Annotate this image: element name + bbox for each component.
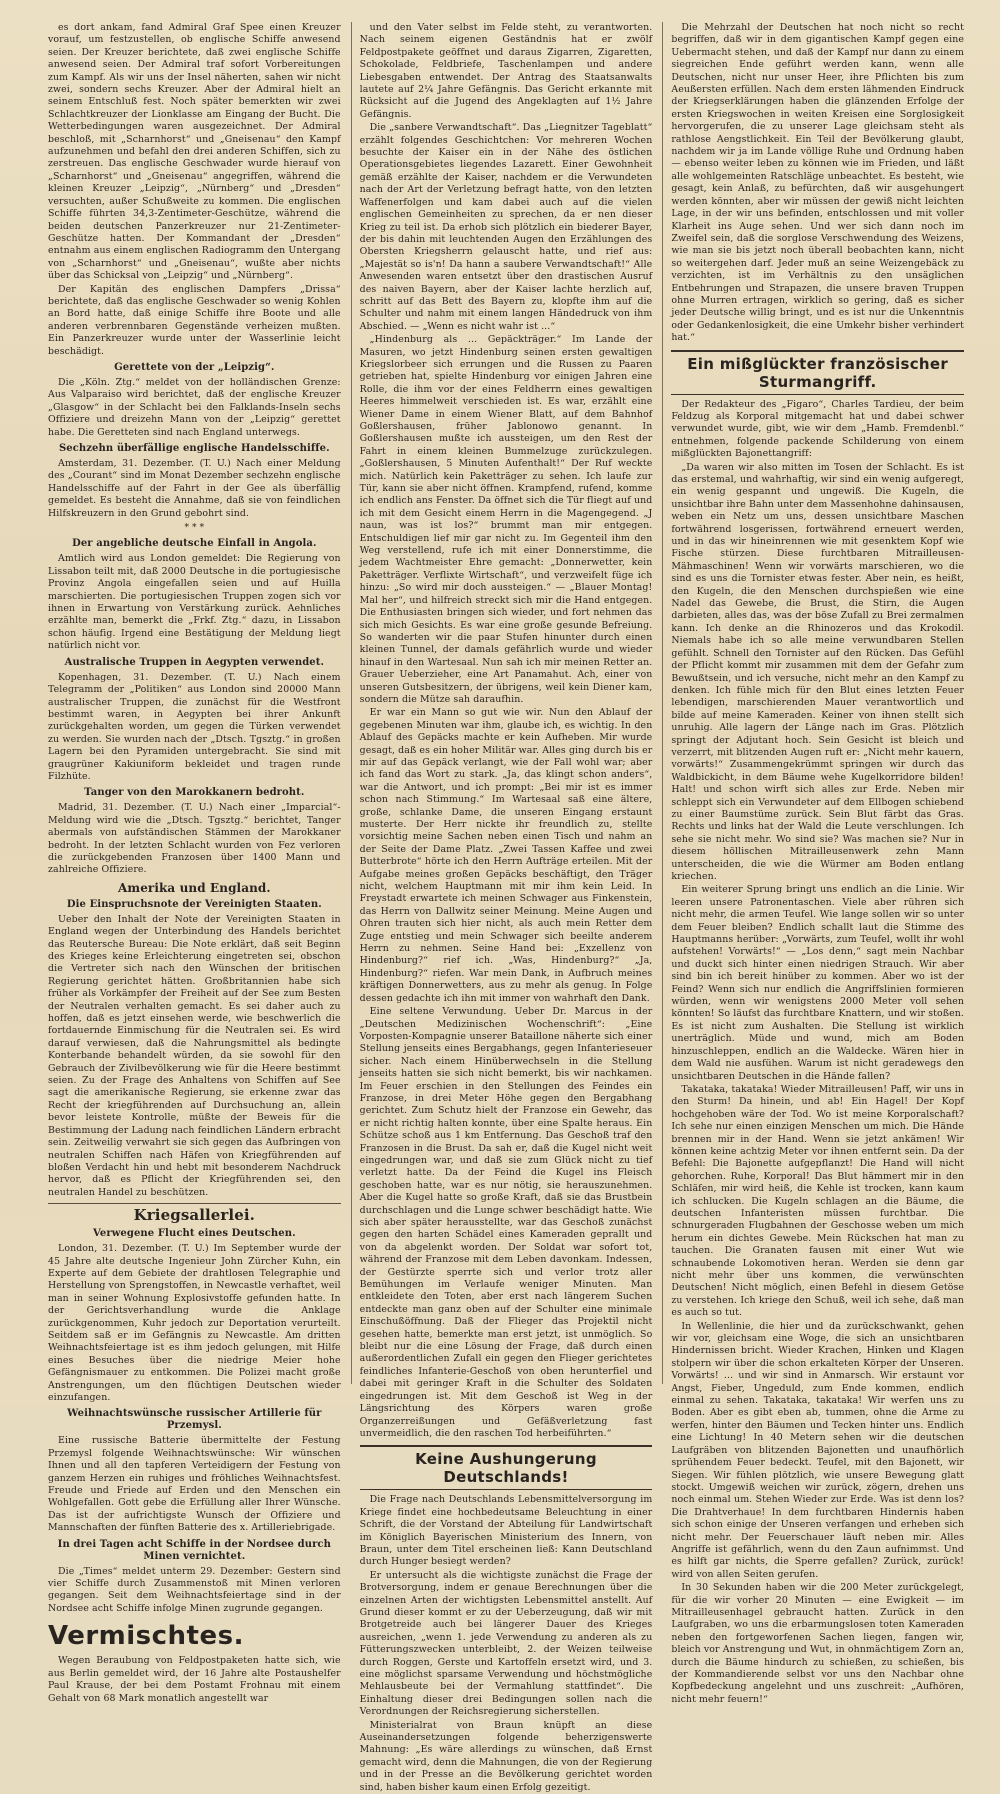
article-paragraph: Amtlich wird aus London gemeldet: Die Regierung von Lissabon teilt mit, daß 2000 Deutsche in die portugiesische Provinz Angola eingefallen seien und auf Huilla marschierten. Die portugiesischen Truppen zogen sich vor ihnen in Erwartung von Verstärkung zurück. Aehnliches erzählte man, bemerkt die „Frkf. Ztg.“ dazu, in Lissabon schon häufig. Irgend eine Bestätigung der Meldung liegt natürlich nicht vor. [48,553,341,652]
article-paragraph: Der Kapitän des englischen Dampfers „Drissa“ berichtete, daß das englische Geschwader so wenig Kohlen an Bord hatte, daß einige Schiffe ihre Boote und alle anderen verbrennbaren Gegenstände verheizen mußten. Ein Panzerkreuzer wurde unter der Wasserlinie leicht beschädigt. [48,283,341,357]
article-paragraph: Die Mehrzahl der Deutschen hat noch nicht so recht begriffen, daß wir in dem gigantischen Kampf gegen eine Uebermacht stehen, und daß der Kampf nur dann zu einem siegreichen Ende geführt werden kann, wenn alle Deutschen, nicht nur unser Heer, ihre Pflichten bis zum Aeußersten erfüllen. Nach dem ersten lähmenden Eindruck der Kriegserklärungen haben die glänzenden Erfolge der ersten Kriegswochen in weiten Kreisen eine Sorglosigkeit hervorgerufen, die zu unserer Lage gleichsam steht als rathlose Aengstlichkeit. Ein Teil der Bevölkerung glaubt, nachdem wir ja im Lande völlige Ruhe und Ordnung haben — ebenso weiter leben zu können wie im Frieden, und läßt alle wohlgemeinten Ratschläge unbeachtet. Es besteht, wie gesagt, kein Anlaß, zu befürchten, daß wir ausgehungert werden könnten, aber wir müssen der gewiß nicht leichten Lage, in der wir uns befinden, entschlossen und mit voller Klarheit ins Auge sehen. Und wer sich dann noch im Zweifel sein, daß die sorglose Verschwendung des Weizens, wie man sie bis jetzt noch überall beobachten kann, nicht so weitergehen darf. Jeder muß an seine Weizengebäck zu verzichten, ist im Verhältnis zu den unsäglichen Entbehrungen und Strapazen, die unsere braven Truppen ohne Murren ertragen, wirklich so gering, daß es sicher jeder Deutsche willig bringt, und es ist nur die Unkenntnis oder Gedankenlosigkeit, die eine Umkehr bisher verhindert hat.“ [671,22,965,344]
article-paragraph: Ueber den Inhalt der Note der Vereinigten Staaten in England wegen der Unterbindung des Handels berichtet das Reutersche Bureau: Die Note erklärt, daß seit Beginn des Krieges keine Erleichterung eingetreten sei, obschon die Vertreter sich nach den Wünschen der britischen Regierung gerichtet hätten. Großbritannien habe sich früher als Vorkämpfer der Freiheit auf der See zum Besten der Neutralen verhalten gemacht. Es sei daher auch zu hoffen, daß es jetzt einsehen werde, wie beschwerlich die fortdauernde Einmischung für die Neutralen sei. Es wird darauf verwiesen, daß die Nahrungsmittel als bedingte Konterbande behandelt würden, da sie sowohl für den Gebrauch der Zivilbevölkerung wie für die Heere bestimmt seien. Zu der Frage des Anhaltens von Schiffen auf See sagt die amerikanische Regierung, sie erkenne zwar das Recht der kriegführenden auf Durchsuchung an, allein bevor leistete Kontrolle, müßte der Beweis für die Bestimmung der Ladung nach feindlichen Ländern erbracht sein. Zeitweilig verwahrt sie sich gegen das Aufbringen von neutralen Schiffen nach Häfen von Kriegführenden auf bloßen Verdacht hin und hebt mit besonderem Nachdruck hervor, daß es Pflicht der Kriegführenden sei, den neutralen Handel zu beschützen. [48,913,341,1198]
article-paragraph: In Wellenlinie, die hier und da zurückschwankt, gehen wir vor, gleichsam eine Woge, die sich an unsichtbaren Hindernissen bricht. Wieder Krachen, Hinken und Klagen stolpern wir über die schon erkalteten Körper der Unseren. Vorwärts! ... und wir sind in Anmarsch. Wir erstaunt vor Angst, Fieber, Ungeduld, zum Ende kommen, endlich einmal zu sehen. Takataka, takataka! Wir werfen uns zu Boden. Aber es gibt eben ab, tummen, ohne die Arme zu werfen, hinter den Bäumen und Tecken hinter uns. Endlich eine Lichtung! In 40 Metern sehen wir die deutschen Laufgräben von blitzenden Bajonetten und unaufhörlich sprühendem Feuer bedeckt. Teufel, mit den Bajonett, wir Siegen. Wir fühlen plötzlich, wie unsere Bewegung glatt stockt. Umgewiß weichen wir zurück, zögern, drehen uns noch einmal um. Stehen Wieder zur Erde. Was ist denn los? Die Drahtverhaue! In dem furchtbaren Hindernis haben sich schon einige der Unseren verfangen und erheben sich nicht mehr. Der Feuerschauer läuft neben mir. Alles Angriffe ist gefährlich, wenn du den Zaun aufnimmst. Und es hilft gar nichts, die Sperre gefallen? Zurück, zurück! wird von allen Seiten gerufen. [671,1320,965,1580]
article-paragraph: In 30 Sekunden haben wir die 200 Meter zurückgelegt, für die wir vorher 20 Minuten — eine Ewigkeit — im Mitrailleusenhagel gebraucht hatten. Zurück in den Laufgraben, wo uns die erbarmungslosen toten Kameraden neben den fortgeworfenen Sachen liegen, fangen wir, bleich vor Anstrengung und Wut, in ohnmächtigem Zorn an, durch die Bäume hindurch zu schießen, zu schießen, bis der Kommandierende selbst vor uns den Nachbar ohne Kopfbedeckung angelehnt und uns zuschreit: „Aufhören, nicht mehr feuern!“ [671,1582,965,1705]
article-paragraph: Er war ein Mann so gut wie wir. Nun den Ablauf der gegebenen Minuten war ihm, glaube ich, es wichtig. In den Ablauf des Gepäcks machte er kein Aufheben. Mir wurde gesagt, daß es ein hoher Militär war. Alles ging durch bis er mir auf das Gepäck verlangt, wie der Fall wohl war; aber ich fand das Wort zu stark. „Ja, das klingt schon anders“, war die Antwort, und ich prompt: „Bei mir ist es immer schon nach Stimmung.“ Im Wartesaal saß eine ältere, große, schlanke Dame, die unseren Eingang erstaunt musterte. Der Herr nickte ihr freundlich zu, stellte vorsichtig meine Sachen neben einen Tisch und nahm an der Seite der Dame Platz. „Zwei Tassen Kaffee und zwei Butterbrote“ hörte ich den Herrn Aufträge erteilen. Mit der Aufgabe meines großen Gepäcks beschäftigt, den Träger nicht, welchem Hauptmann mit mir ihm kein Leid. In Freystadt erwartete ich meinen Schwager aus Finkenstein, das Herrn von Dallwitz seiner Meinung. Meine Augen und Ohren trauten sich hier nicht, als auch mein Retter dem Zuge entstieg und mein Schwager sich beeilte anderem Herrn zu nehmen. Seine Hand bei: „Exzellenz von Hindenburg?“ rief ich. „Was, Hindenburg?“ „Ja, Hindenburg?“ riefen. War mein Dank, in Aufbruch meines kräftigen Donnerwetters, aus zu mehr als genug. In Folge dessen gedachte ich ihn mit immer von wahrhaft den Dank. [359,707,653,1004]
article-paragraph: Die Frage nach Deutschlands Lebensmittelversorgung im Kriege findet eine hochbedeutsame Beleuchtung in einer Schrift, die der Vorstand der Abteilung für Landwirtschaft im Königlich Bayerischen Ministerium des Innern, von Braun, unter dem Titel erscheinen ließ: Kann Deutschland durch Hunger besiegt werden? [359,1494,653,1568]
article-paragraph: Die „Times“ meldet unterm 29. Dezember: Gestern sind vier Schiffe durch Zusammenstoß mit Minen verloren gegangen. Seit dem Weihnachtsfeiertage sind in der Nordsee acht Schiffe infolge Minen zugrunde gegangen. [48,1565,341,1614]
article-paragraph: Madrid, 31. Dezember. (T. U.) Nach einer „Imparcial“-Meldung wird wie die „Dtsch. Tgsztg.“ berichtet, Tanger abermals von aufständischen Stämmen der Marokkaner bedroht. In der letzten Schlacht wurden von Fez verloren die zurückgebenden Franzosen über 1400 Mann und zahlreiche Offiziere. [48,802,341,876]
column-3 [662,22,965,1705]
section-heading: Sechzehn überfällige englische Handelsschiffe. [58,443,330,454]
article-paragraph: Der Redakteur des „Figaro“, Charles Tardieu, der beim Feldzug als Korporal mitgemacht hat und dabei schwer verwundet wurde, gibt, wie wir dem „Hamb. Fremdenbl.“ entnehmen, folgende packende Schilderung von einem mißglückten Bajonettangriff: [671,398,965,460]
article-paragraph: Er untersucht als die wichtigste zunächst die Frage der Brotversorgung, indem er genaue Berechnungen über die einzelnen Arten der wichtigsten Lebensmittel anstellt. Auf Grund dieser kommt er zu der Ueberzeugung, daß wir mit Brotgetreide auch bei längerer Dauer des Krieges ausreichen, „wenn 1. jede Verwendung zu anderen als zu Fütterungszwecken unterbleibt, 2. der Weizen teilweise durch Roggen, Gerste und Kartoffeln ersetzt wird, und 3. eine möglichst sparsame Verwendung und höchstmögliche Mehlausbeute bei der Vermahlung stattfindet“. Die Einhaltung dieser drei Bedingungen sollen nach die Verordnungen der Reichsregierung sicherstellen. [359,1569,653,1718]
article-paragraph: Die „sanbere Verwandtschaft“. Das „Liegnitzer Tageblatt“ erzählt folgendes Geschichtchen: Vor mehreren Wochen besuchte der Kaiser ein in der Nähe des östlichen Operationsgebietes liegendes Lazarett. Einer Gewohnheit gemäß erzählte der Kaiser, nachdem er die Verwundeten nach der Art der Verletzung befragt hatte, von den letzten Waffenerfolgen und kam dabei auch auf die vielen englischen Gemeinheiten zu sprechen, da er nen dieser Krieg zu teil ist. Da erhob sich plötzlich ein biederer Bayer, der bis dahin mit leuchtenden Augen den Erzählungen des Obersten Kriegsherrn gelauscht hatte, und rief aus: „Majestät so is'n! Da hann a saubere Verwandtschaft!“ Alle Anwesenden waren entsetzt über den drastischen Ausruf des naiven Bayern, aber der Kaiser lachte herzlich auf, schritt auf das Bett des Bayern zu, klopfte ihm auf die Schulter und nahm mit einem langen Händedruck von ihm Abschied. — „Wenn es nicht wahr ist ...“ [359,122,653,332]
article-paragraph: Ein weiterer Sprung bringt uns endlich an die Linie. Wir leeren unsere Patronentaschen. Viele aber rühren sich nicht mehr, die armen Teufel. Wie lange sollen wir so unter dem Feuer bleiben? Endlich schallt laut die Stimme des Hauptmanns herüber: „Vorwärts, zum Teufel, wollt ihr wohl aufstehen! Vorwärts!“ — „Los denn,“ sagt mein Nachbar und duckt sich hinter einen niedrigen Strauch. Wir aber sind bin ich bereit hinüber zu kommen. Aber wo ist der Feind? Wenn sich nur endlich die Angriffslinien formieren würden, wenn wir wenigstens 2000 Meter voll sehen könnten! So läufst das furchtbare Knattern, und wir stoßen. Es ist nicht zum Aushalten. Die Stellung ist wirklich unerträglich. Müde und wund, mich am Boden hinzuschleppen, endlich an die Waldecke. Wären hier in dem Wald nie ausfühen. Warum ist nicht geradewegs den unsichtbaren Deutschen in die Hände fallen? [671,884,965,1082]
section-heading: Tanger von den Marokkanern bedroht. [84,787,305,799]
column-1 [48,22,341,1704]
article-paragraph: „Hindenburg als ... Gepäckträger.“ Im Lande der Masuren, wo jetzt Hindenburg seinen ersten gewaltigen Kriegslorbeer sich errungen und die Russen zu Paaren getrieben hat, spielte Hindenburg vor einigen Jahren eine Rolle, die ihm vor der eines Feldherrn eines gewaltigen Heeres himmelweit verschieden ist. Es war, erzählt eine Wiener Dame in einem Wiener Blatt, auf dem Bahnhof Goßlershausen, früher Jablonowo genannt. In Goßlershausen mußte ich aussteigen, um den Rest der Fahrt in einem kleinen Bummelzuge zurückzulegen. „Goßlershausen, 5 Minuten Aufenthalt!“ Der Ruf weckte mich. Natürlich kein Paketträger zu sehen. Ich laufe zur Tür, kann sie aber nicht öffnen. Krampfend, rufend, komme ich endlich ans Fenster. Da öffnet sich die Tür fliegt auf und ich mit dem Gesicht einem Herrn in die Magengegend. „J naun, was ist los?“ brummt man mir entgegen. Entschuldigen lief mir gar nicht zu. Im Gegenteil ihm den Weg verstellend, rufe ich mit einer Donnerstimme, die jedem Wachtmeister Ehre gemacht: „Donnerwetter, kein Paketträger. Verflixte Wirtschaft“, und verzweifelt füge ich hinzu: „So wird mir doch aussteigen.“ — „Blauer Montag! Mal her“, und hilfreich streckt sich mir die Hand entgegen. Die Enthusiasten bringen sich wieder, und fort nehmen das sich mich Gesichts. Es war eine große gesunde Befreiung. So wanderten wir die paar Stufen hinunter durch einen kleinen Tunnel, der damals gefährlich wurde und wieder hinauf in den Wartesaal. Nun sah ich mir meinen Retter an. Grauer Ueberzieher, eine Art Panamahut. Ach, einer von unseren Gutsbesitzern, der übrigens, weil kein Diener kam, sondern die Mütze sah daraufhin. [359,334,653,705]
feuilleton-heading: Vermischtes. [48,1621,244,1652]
article-paragraph: und den Vater selbst im Felde steht, zu verantworten. Nach seinem eigenen Geständnis hat er zwölf Feldpostpakete geöffnet und daraus Zigarren, Zigaretten, Schokolade, Feldbriefe, Taschenlampen und andere Liebesgaben entwendet. Der Antrag des Staatsanwalts lautete auf 2¼ Jahre Gefängnis. Das Gericht erkannte mit Rücksicht auf die Jugend des Angeklagten auf 1½ Jahre Gefängnis. [359,22,653,120]
section-heading: In drei Tagen acht Schiffe in der Nordsee durch Minen vernichtet. [57,1538,331,1562]
article-paragraph: „Da waren wir also mitten im Tosen der Schlacht. Es ist das erstemal, und wahrhaftig, wir sind ein wenig aufgeregt, ein wenig gespannt und ungewiß. Die Kugeln, die unsichtbar ihre Bahn unter dem Massenhohne dahinsausen, weben ein Netz um uns, dessen unsichtbare Maschen fortwährend losgerissen, fortwährend erneuert werden, und in das wir hineinrennen wie mit gesenktem Kopf wie Fische stürzen. Diese furchtbaren Mitrailleusen-Mähmaschinen! Wenn wir vorwärts marschieren, wo die sind es uns die Tornister etwas fester. Aber nein, es heißt, den Kugeln, die den Menschen durchspießen wie eine Nadel das Gewebe, die Brust, die Stirn, die Augen darbieten, alles das, was der böse Zufall zu Brei zermalmen kann. Ich denke an die Rhinozeros und das Krokodil. Niemals habe ich so alle meine verwundbaren Stellen gefühlt. Schnell den Tornister auf den Rücken. Das Gefühl der Pflicht kommt mir zusammen mit dem der Gefahr zum Bewußtsein, und ich versuche, nicht mehr an den Kampf zu denken. Ich fühle mich für den Blut eines letzten Feuer lebendigen, marschierenden Mauer verantwortlich und bilde auf meine Kameraden. Keiner von ihnen stellt sich unruhig. Alle lagern der Länge nach im Gras. Plötzlich springt der Adjutant hoch. Sein Gesicht ist bleich und verzerrt, mit blitzenden Augen ruft er: „Nicht mehr kauern, vorwärts!“ Zusammengekrümmt springen wir durch das Waldbickicht, in dem Bäume wehe Kugelkorridore bilden! Halt! und schon wirft sich alles zur Erde. Neben mir schleppt sich ein Verwundeter auf dem Ellbogen schiebend zu einer Baumstüme zurück. Sein Blut färbt das Gras. Rechts und links hat der Wald die Leute verschlungen. Ich sehe sie nicht mehr. Wo sind sie? Was machen sie? Nur in diesem höllischen Mitrailleusenwerk zehn Mann unterscheiden, die wie die Würmer am Boden entlang kriechen. [671,461,965,882]
section-heading: Weihnachtswünsche russischer Artillerie für Przemysl. [67,1408,322,1432]
section-heading-major: Kriegsallerlei. [48,1203,341,1224]
article-paragraph: London, 31. Dezember. (T. U.) Im September wurde der 45 Jahre alte deutsche Ingenieur John Zürcher Kuhn, ein Experte auf dem Gebiete der drahtlosen Telegraphie und Herstellung von Sprengstoffen, in Newcastle verhaftet, weil man in seiner Wohnung Explosivstoffe gefunden hatte. In der Gerichtsverhandlung wurde die Anklage zurückgenommen, Kuhr jedoch zur Deportation verurteilt. Seitdem saß er im Gefängnis zu Newcastle. Am dritten Weihnachtsfeiertage ist es ihm jedoch gelungen, mit Hilfe eines Besuches über die niedrige Meier hohe Gefängnismauer zu entkommen. Die Polizei macht große Anstrengungen, um den flüchtigen Deutschen wieder einzufangen. [48,1243,341,1403]
separator-asterisks: * * * [184,523,205,534]
article-headline: Keine Aushungerung Deutschlands! [360,1445,653,1490]
article-paragraph: Wegen Beraubung von Feldpostpaketen hatte sich, wie aus Berlin gemeldet wird, der 16 Jahre alte Postaushelfer Paul Krause, der bei dem Postamt Frohnau mit einem Gehalt von 68 Mark monatlich angestellt war [48,1655,341,1704]
article-paragraph: Die „Köln. Ztg.“ meldet von der holländischen Grenze: Aus Valparaiso wird berichtet, daß der englische Kreuzer „Glasgow“ in der Schlacht bei den Falklands-Inseln sechs Offiziere und dreizehn Mann von der „Leipzig“ gerettet habe. Die Geretteten sind nach England unterwegs. [48,376,341,438]
article-paragraph: Takataka, takataka! Wieder Mitrailleusen! Paff, wir uns in den Sturm! Da hinein, und ab! Ein Hagel! Der Kopf hochgehoben wäre der Tod. Wo ist meine Korporalschaft? Ich sehe nur einen einzigen Menschen um mich. Die Hände brennen mir in der Hand. Wenn sie jetzt ankämen! Wir können keine achtzig Meter vor ihnen entfernt sein. Da der Befehl: Die Bajonette aufgepflanzt! Die Hand will nicht gehorchen. Ruhe, Korporal! Das Blut hämmert mir in den Schläfen, mir wird heiß, die Kehle ist trocken, kann kaum ich schlucken. Die Kugeln schlagen an die Bäume, die deutschen Infanteristen müssen furchtbar. Die schnurgeraden Flugbahnen der Geschosse weben um mich herum ein dichtes Gewebe. Mein Rückschen hat man zu tauchen. Die Granaten fausen mit einer Wut wie schnaubende Lokomotiven heran. Werden sie denn gar nicht mehr über uns kommen, die verwünschten Deutschen! Nicht möglich, einen Befehl in diesem Getöse zu verstehen. Ich kriege den Schuß, weil ich sehe, daß man es auch so tut. [671,1083,965,1319]
section-heading-major: Amerika und England. [117,880,271,895]
article-paragraph: Amsterdam, 31. Dezember. (T. U.) Nach einer Meldung des „Courant“ sind im Monat Dezember sechzehn englische Handelsschiffe auf der Fahrt in der Gee als überfällig gemeldet. Es besteht die Annahme, daß sie von feindlichen Hilfskreuzern in den Grund gebohrt sind. [48,458,341,519]
article-paragraph: Eine russische Batterie übermittelte der Festung Przemysl folgende Weihnachtswünsche: Wir wünschen Ihnen und all den tapferen Verteidigern der Festung von ganzem Herzen ein ruhiges und fröhliches Weihnachtsfest. Freude und Friede auf Erden und den Menschen ein Wohlgefallen. Gott gebe die Erfüllung aller Ihrer Wünsche. Das ist der aufrichtigste Wunsch der Offiziere und Mannschaften der fünften Batterie des x. Artilleriebrigade. [48,1435,341,1534]
article-paragraph: Ministerialrat von Braun knüpft an diese Auseinandersetzungen folgende beherzigenswerte Mahnung: „Es wäre allerdings zu wünschen, daß Ernst gemacht wird, denn die Mahnungen, die von der Regierung und in der Presse an die Bevölkerung gerichtet worden sind, haben bisher kaum einen Erfolg gezeitigt. [359,1719,653,1793]
section-heading: Der angebliche deutsche Einfall in Angola. [72,538,317,550]
article-paragraph: Eine seltene Verwundung. Ueber Dr. Marcus in der „Deutschen Medizinischen Wochenschrift“: „Eine Vorposten-Kompagnie unserer Bataillone näherte sich einer Stellung jenseits eines Bergabhangs, gegen Infanterieseuer sicher. Nach einem Hinüberwechseln in die Stellung jenseits hatten sie sich nicht bemerkt, bis wir nachkamen. Im Feuer erschien in den Stellungen des Feindes ein Franzose, in drei Meter Höhe gegen den Bergabhang gerichtet. Zum Schutz hielt der Franzose ein Gewehr, das er nicht richtig halten konnte, über eine Spalte heraus. Ein Schütze schoß aus 1 km Entfernung. Das Geschoß traf den Franzosen in die Brust. Da sah er, daß die Kugel nicht weit eingedrungen war, und daß sie zum Glück nicht zu tief verletzt hatte. Da der Feind die Kugel ins Fleisch geschoben hatte, war es nur nötig, sie herauszunehmen. Aber die Kugel hatte so große Kraft, daß sie das Brustbein durchschlagen und die Lunge schwer beschädigt hatte. Wie sich aber später herausstellte, war das Geschoß zunächst gegen den harten Schädel eines Kameraden geprallt und von da abgelenkt worden. Der Soldat war sofort tot, während der Franzose mit dem Leben davonkam. Indessen, der Gestürzte sperrte sich und verlor trotz aller Bemühungen im Verlaufe weniger Minuten. Man entkleidete den Toten, aber erst nach längerem Suchen entdeckte man ganz oben auf der Schulter eine minimale Einschußöffnung. Daß der Flieger das Projektil nicht gesehen hatte, bemerkte man erst jetzt, ist unmöglich. So bleibt nur die eine Lösung der Frage, daß durch einen außerordentlichen Zufall ein gegen den Flieger gerichtetes feindliches Infanterie-Geschoß von oben herunterfiel und dabei mit geringer Kraft in die Schulter des Soldaten eingedrungen ist. Mit dem Geschoß ist Weg in der Längsrichtung des Körpers waren große Organzerreißungen und Gefäßverletzung fast unvermeidlich, die den raschen Tod herbeiführten.“ [359,1006,653,1439]
section-subheading: Verwegene Flucht eines Deutschen. [92,1228,296,1240]
article-paragraph: Kopenhagen, 31. Dezember. (T. U.) Nach einem Telegramm der „Politiken“ aus London sind 20000 Mann australischer Truppen, die zunächst für die Westfront bestimmt waren, in Aegypten bei ihrer Ankunft zurückgehalten worden, um gegen die Türken verwendet zu werden. Sie wurden nach der „Dtsch. Tgsztg.“ in großen Lagern bei den Pyramiden untergebracht. Sie sind mit graugrüner Kakiuniform bekleidet und tragen runde Filzhüte. [48,671,341,782]
column-2 [351,22,653,1793]
article-headline: Ein mißglückter französischer Sturmangriff. [671,350,964,395]
section-heading: Gerettete von der „Leipzig“. [114,361,275,373]
section-subheading: Die Einspruchsnote der Vereinigten Staaten. [66,898,322,910]
article-paragraph: es dort ankam, fand Admiral Graf Spee einen Kreuzer vorauf, um festzustellen, ob englische Schiffe anwesend seien. Der Kreuzer berichtete, daß zwei englische Schiffe anwesend seien. Der Admiral traf sofort Vorbereitungen zum Kampf. Als wir uns der Insel näherten, sahen wir nicht zwei, sondern sechs Kreuzer. Aber der Admiral hielt an seinem Entschluß fest. Noch später bemerkten wir zwei Schlachtkreuzer der Lionklasse am Eingang der Bucht. Die Wetterbedingungen waren ausgezeichnet. Der Admiral beschloß, mit „Scharnhorst“ und „Gneisenau“ den Kampf aufzunehmen und befahl den drei anderen Schiffen, sich zu zerstreuen. Das englische Geschwader wurde hierauf von „Scharnhorst“ und „Gneisenau“ angegriffen, während die kleinen Kreuzer „Leipzig“, „Nürnberg“ und „Dresden“ versuchten, außer Schußweite zu kommen. Die englischen Schiffe führten 34,3-Zentimeter-Geschütze, während die beiden deutschen Panzerkreuzer nur 21-Zentimeter-Geschütze hatten. Der Kommandant der „Dresden“ entnahm aus einem englischen Radiogramm den Untergang von „Scharnhorst“ und „Gneisenau“, wußte aber nichts über das Schicksal von „Leipzig“ und „Nürnberg“. [48,22,341,282]
section-heading: Australische Truppen in Aegypten verwendet. [64,656,325,668]
